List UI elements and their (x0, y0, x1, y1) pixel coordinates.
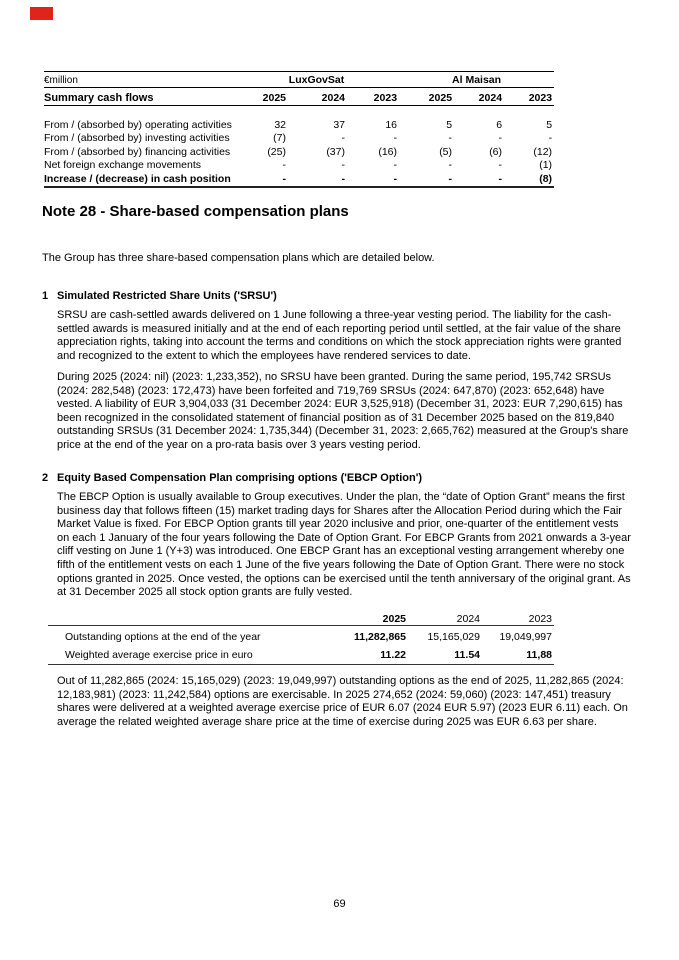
cell-value: 5 (546, 118, 553, 131)
cell-value: 6 (496, 118, 503, 131)
section-heading-text: Simulated Restricted Share Units ('SRSU') (57, 290, 277, 302)
cell-value: 11,282,865 (354, 631, 406, 643)
row-label: From / (absorbed by) investing activities (44, 132, 230, 144)
cell-value: (16) (378, 145, 398, 158)
cell-value: - (448, 159, 453, 171)
cell-value: - (393, 159, 398, 171)
cell-value: (37) (326, 145, 345, 158)
section-2-paragraph-1: The EBCP Option is usually available to Group executives. Under the plan, the “date of Option Grant” means the first business day that follows fifteen (15) market trading days for Shares after the Allocation Period during which the Fair Market Value is fixed. For EBCP Option grants till year 2020 inclusive and prior, one-quarter of the entitlement vests on each 1 January of the four years following the Date of Option Grant. For EBCP Grants from 2021 onwards a 3-year cliff vesting on June 1 (Y+3) was introduced. One EBCP Grant has an exceptional vesting arrangement whereby one fifth of the entitlement vests on each 1 June of the five years following the Date of Option Grant. There were no stock options granted in 2025. Once vested, the options can be exercised until the tenth anniversary of the original grant. As at 31 December 2025 all stock option grants are fully vested. (57, 491, 631, 599)
year-header: 2023 (504, 88, 554, 106)
cell-value: 19,049,997 (499, 631, 552, 643)
row-label: Net foreign exchange movements (44, 159, 202, 171)
page-number: 69 (333, 898, 346, 910)
cell-value: - (448, 132, 453, 144)
red-annotation-marker (30, 7, 53, 20)
summary-cash-flows-table (44, 71, 554, 188)
table-row (44, 145, 554, 159)
cell-value: 11.54 (408, 643, 482, 665)
year-header: 2024 (288, 88, 347, 106)
row-label: Increase / (decrease) in cash position (44, 172, 234, 187)
cell-value: - (393, 132, 398, 144)
table-years-row (44, 88, 554, 106)
cell-value: - (341, 132, 345, 144)
year-header: 2024 (454, 88, 504, 106)
row-label: Outstanding options at the end of the year (65, 631, 261, 643)
section-number: 1 (42, 290, 49, 302)
section-2-paragraph-2: Out of 11,282,865 (2024: 15,165,029) (2023: 19,049,997) outstanding options as the end of 2025, 11,282,865 (2024: 12,183,981) (2023: 11,242,584) options are exercisable. In 2025 274,652 (2024: 59,060) (2023: 147,451) treasury shares were delivered at a weighted average exercise price of EUR 6.07 (2024 EUR 5.97) (2023 EUR 6.11) each. On average the related weighted average share price at the time of exercise during 2025 was EUR 6.63 per share. (57, 675, 628, 728)
section-heading-text: Equity Based Compensation Plan comprising options ('EBCP Option') (57, 472, 422, 484)
table-row (48, 626, 554, 644)
cell-value: - (498, 159, 503, 171)
table-row (48, 643, 554, 665)
section-2-heading (42, 472, 422, 484)
cell-value: - (454, 172, 504, 187)
table-title: Summary cash flows (44, 88, 234, 106)
unit-label: €million (44, 72, 234, 88)
table-row-total (44, 172, 554, 187)
table-group-header-row (44, 72, 554, 88)
options-years-row (48, 608, 554, 626)
cell-value: - (341, 159, 345, 171)
spacer-row (44, 106, 554, 119)
cell-value: - (234, 172, 288, 187)
cell-value: 11.22 (329, 643, 408, 665)
cell-value: 5 (446, 118, 453, 131)
cell-value: (8) (504, 172, 554, 187)
section-1-paragraph-2: During 2025 (2024: nil) (2023: 1,233,352), no SRSU have been granted. During the same period, 195,742 SRSUs (2024: 282,548) (2023: 172,473) have been forfeited and 719,769 SRSUs (2024: 647,870) (2023: 652,648) have vested. A liability of EUR 3,904,033 (31 December 2024: EUR 3,525,918) (December 31, 2023: EUR 7,290,615) has been recognized in the consolidated statement of financial position as of 31 December 2025 based on the 819,840 outstanding SRSUs (31 December 2024: 1,735,344) (December 31, 2023: 2,665,762) measured at the Group's share price at the end of the year on a pro-rata basis over 3 years vesting period. (57, 371, 629, 451)
table-row (44, 118, 554, 132)
year-header: 2023 (482, 608, 554, 626)
section-number: 2 (42, 472, 49, 484)
cell-value: - (347, 172, 399, 187)
cell-value: - (498, 132, 503, 144)
cell-value: 37 (333, 118, 345, 131)
cell-value: 16 (385, 118, 398, 131)
cell-value: (6) (489, 145, 503, 158)
year-header: 2025 (234, 88, 288, 106)
group-header-luxgovsat: LuxGovSat (234, 72, 399, 88)
cell-value: - (548, 132, 553, 144)
section-1-paragraph-1: SRSU are cash-settled awards delivered on 1 June following a three-year vesting period. The liability for the cash-settled awards is measured initially and at the end of each reporting period until settled, at the fair value of the share appreciation rights, taking into account the terms and conditions on which the stock appreciation rights were granted and recognized to the extent to which the employees have rendered services to date. (57, 309, 622, 362)
table-row (44, 159, 554, 173)
year-header: 2024 (408, 608, 482, 626)
cell-value: (25) (267, 145, 286, 158)
cell-value: - (399, 172, 454, 187)
year-header: 2023 (347, 88, 399, 106)
row-label: Weighted average exercise price in euro (48, 643, 329, 665)
section-1-heading (42, 290, 277, 302)
cell-value: (1) (539, 159, 553, 171)
group-header-al-maisan: Al Maisan (399, 72, 554, 88)
year-header: 2025 (399, 88, 454, 106)
cell-value: 15,165,029 (427, 631, 480, 643)
cell-value: - (282, 159, 286, 171)
row-label: From / (absorbed by) operating activities (44, 118, 232, 131)
cell-value: (7) (273, 132, 286, 144)
table-row (44, 132, 554, 146)
cell-value: - (288, 172, 347, 187)
cell-value: (5) (439, 145, 453, 158)
cell-value: 32 (274, 118, 286, 131)
note-intro: The Group has three share-based compensation plans which are detailed below. (42, 252, 435, 264)
row-label: From / (absorbed by) financing activities (44, 145, 231, 158)
cell-value: 11,88 (482, 643, 554, 665)
outstanding-options-table (48, 608, 554, 665)
year-header: 2025 (329, 608, 408, 626)
cell-value: (12) (533, 145, 553, 158)
note-title: Note 28 - Share-based compensation plans (42, 203, 349, 220)
